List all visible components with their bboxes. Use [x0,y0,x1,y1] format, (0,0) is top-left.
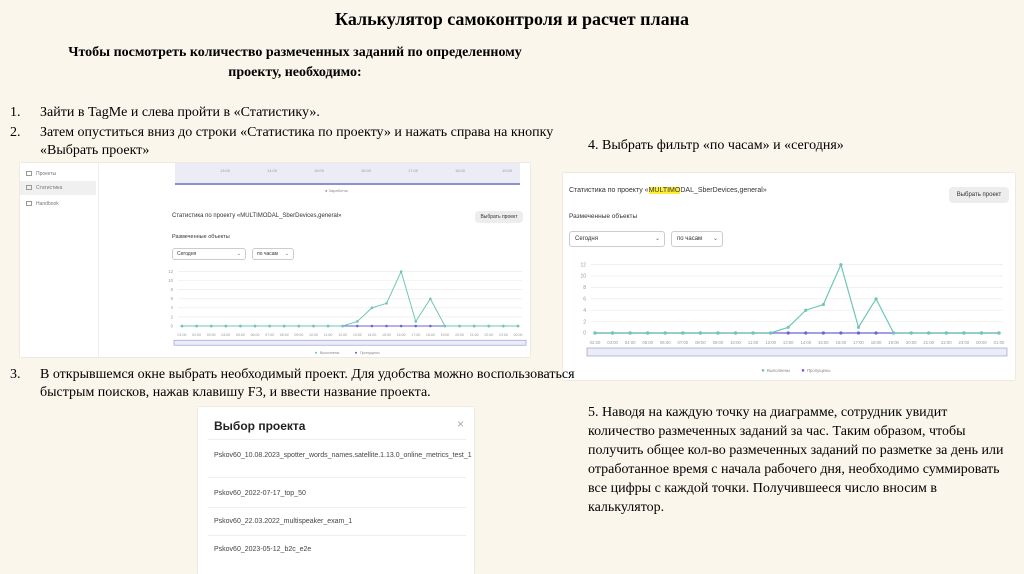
legend-label: Выполнены [320,351,340,356]
data-point [414,320,417,323]
data-point [298,325,301,328]
x-tick-label: 10:00 [309,333,318,338]
chart-scrollbar [174,340,526,345]
x-tick-label: 04:00 [221,333,231,338]
x-tick-label: 20:00 [905,340,917,345]
x-tick-label: 15:00 [382,333,391,338]
step-1 [10,104,570,122]
y-tick-label: 8 [170,287,173,293]
data-point [646,331,649,334]
earnings-tick-label: 19:00 [502,168,513,173]
x-tick-label: 11:00 [323,333,333,338]
data-point [356,320,359,323]
x-tick-label: 19:00 [888,340,899,345]
data-point [962,331,965,334]
x-tick-label: 01:00 [177,333,187,338]
sidebar-item-label: Проекты [36,171,57,177]
x-tick-label: 05:00 [235,333,245,338]
y-tick-label: 6 [583,296,586,303]
data-point [225,325,228,328]
project-item[interactable]: Pskov60_2022-07-17_top_50 [214,490,306,497]
data-point [400,325,403,328]
x-tick-label: 13:00 [352,333,362,338]
data-point [283,325,286,328]
data-point [268,325,271,328]
x-tick-label: 20:00 [455,333,465,338]
filtered-statistics-screenshot [563,173,1015,380]
sidebar-item-label: Handbook [36,201,59,207]
data-point [997,331,1000,334]
y-tick-label: 2 [170,314,173,320]
x-tick-label: 14:00 [800,340,812,345]
data-point [400,270,403,273]
step-4: 4. Выбрать фильтр «по часам» и «сегодня» [588,138,844,153]
x-tick-label: 02:00 [192,333,202,338]
earnings-tick-label: 13:00 [220,168,231,173]
data-point [839,263,842,266]
data-point [822,303,825,306]
page-subtitle: Чтобы посмотреть количество размеченных заданий по определенному проекту, необходимо: [68,45,522,80]
data-point [502,325,505,328]
chart-scrollbar [587,348,1007,356]
x-tick-label: 19:00 [440,333,450,338]
x-tick-label: 12:00 [338,333,348,338]
step-2-number: 2. [10,125,21,140]
data-point [487,325,490,328]
data-point [769,331,772,334]
x-tick-label: 09:00 [712,340,724,345]
data-point [473,325,476,328]
chevron-down-icon: ⌄ [284,251,289,257]
x-tick-label: 21:00 [923,340,935,345]
chevron-down-icon: ⌄ [236,251,241,257]
y-tick-label: 10 [168,278,173,284]
choose-project-button[interactable]: Выбрать проект [475,211,523,223]
earnings-legend: ● Заработок [325,188,348,193]
data-point [385,325,388,328]
data-point [910,331,913,334]
data-point [195,325,198,328]
x-tick-label: 01:00 [993,340,1005,345]
data-point [312,325,315,328]
granularity-value: по часам [677,236,703,242]
step-2 [10,124,570,160]
divider [208,477,466,478]
data-point [751,331,754,334]
x-tick-label: 16:00 [835,340,847,345]
x-tick-label: 17:00 [853,340,864,345]
data-point [458,325,461,328]
x-tick-label: 02:00 [589,340,601,345]
earnings-tick-label: 16:00 [361,168,372,173]
data-point [517,325,520,328]
data-point [444,325,447,328]
legend-marker [355,352,357,354]
y-tick-label: 12 [580,262,586,269]
data-point [839,331,842,334]
x-tick-label: 17:00 [411,333,421,338]
data-point [787,331,790,334]
data-point [945,331,948,334]
x-tick-label: 11:00 [747,340,759,345]
data-point [699,331,702,334]
page-title: Калькулятор самоконтроля и расчет плана [335,9,689,29]
x-tick-label: 09:00 [294,333,304,338]
x-tick-label: 00:00 [513,333,523,338]
x-tick-label: 07:00 [677,340,689,345]
data-point [385,302,388,305]
earnings-tick-label: 14:00 [267,168,278,173]
step-3 [10,366,580,402]
y-tick-label: 2 [583,319,586,326]
period-value: Сегодня [177,251,197,257]
chevron-down-icon: ⌄ [654,236,660,242]
granularity-value: по часам [257,251,278,257]
x-tick-label: 18:00 [870,340,882,345]
x-tick-label: 18:00 [425,333,435,338]
data-point [857,326,860,329]
close-icon[interactable]: × [456,417,464,431]
data-point [874,331,877,334]
data-point [664,331,667,334]
stats-title-highlight: MULTIMO [648,187,681,194]
step-5: 5. Наводя на каждую точку на диаграмме, сотрудник увидит количество размеченных заданий за час. Таким образом, чтобы получить общее кол-во размеченных заданий по разметке за день или отработанное время с начала рабочего дня, необходимо суммировать все цифры с каждой точки. Получившееся число вносим в калькулятор. [588,405,1004,515]
x-tick-label: 21:00 [469,333,479,338]
data-point [341,325,344,328]
dialog-title: Выбор проекта [214,419,306,433]
data-point [429,297,432,300]
x-tick-label: 06:00 [659,340,671,345]
y-tick-label: 4 [170,305,173,311]
x-tick-label: 12:00 [765,340,776,345]
data-point [593,331,596,334]
data-point [429,325,432,328]
x-tick-label: 23:00 [498,333,508,338]
x-tick-label: 13:00 [782,340,794,345]
project-item[interactable]: Pskov60_10.08.2023_spotter_words_names.satellite.1.13.0_online_metrics_test_1 [214,452,472,459]
data-point [716,331,719,334]
x-tick-label: 15:00 [818,340,829,345]
data-point [371,325,374,328]
x-tick-label: 06:00 [250,333,260,338]
y-tick-label: 10 [580,273,586,280]
stats-title: Статистика по проекту «MULTIMODAL_SberDevices,general» [172,213,342,219]
data-point [804,331,807,334]
data-point [356,325,359,328]
x-tick-label: 07:00 [265,333,275,338]
earnings-tick-label: 18:00 [455,168,466,173]
data-point [787,326,790,329]
data-point [327,325,330,328]
project-item[interactable]: Pskov60_2023-05-12_b2c_e2e [214,546,312,553]
x-tick-label: 08:00 [279,333,289,338]
divider [208,507,466,508]
project-item[interactable]: Pskov60_22.03.2022_multispeaker_exam_1 [214,518,353,525]
y-tick-label: 4 [583,307,586,314]
x-tick-label: 05:00 [642,340,654,345]
data-point [254,325,257,328]
y-tick-label: 6 [170,296,173,302]
step-1-number: 1. [10,105,21,120]
data-point [181,325,184,328]
x-tick-label: 08:00 [695,340,706,345]
data-point [734,331,737,334]
project-picker-dialog [198,407,474,574]
marked-objects-label: Размеченные объекты [172,234,230,240]
x-tick-label: 22:00 [484,333,494,338]
legend-label: Пропущены [807,368,831,373]
data-point [857,331,860,334]
data-point [927,331,930,334]
legend-marker [315,352,317,354]
legend-marker [802,369,805,372]
statistics-screenshot [20,163,530,357]
step-1-text: Зайти в TagMe и слева пройти в «Статистику». [40,105,320,120]
step-3-number: 3. [10,367,21,382]
marked-objects-label: Размеченные объекты [569,213,638,220]
step-2-text: Затем опуститься вниз до строки «Статистика по проекту» и нажать справа на кнопку «Выбрать проект» [40,125,554,158]
data-point [681,331,684,334]
data-point [414,325,417,328]
data-point [892,331,895,334]
sidebar-item-label: Статистика [36,185,63,191]
y-tick-label: 0 [583,330,586,337]
legend-label: Пропущены [360,351,380,356]
marked-objects-chart [563,173,1015,380]
choose-project-button[interactable]: Выбрать проект [949,187,1009,203]
x-tick-label: 22:00 [940,340,952,345]
earnings-tick-label: 17:00 [408,168,419,173]
stats-title-prefix: Статистика по проекту « [569,187,649,194]
data-point [822,331,825,334]
data-point [629,331,632,334]
divider [208,439,466,440]
data-point [210,325,213,328]
y-tick-label: 0 [170,323,173,329]
x-tick-label: 03:00 [206,333,216,338]
y-tick-label: 8 [583,285,586,292]
legend-marker [762,369,765,372]
x-tick-label: 23:00 [958,340,970,345]
step-3-text: В открывшемся окне выбрать необходимый проект. Для удобства можно воспользоваться быстрым поисков, нажав клавишу F3, и ввести название проекта. [40,367,575,400]
x-tick-label: 03:00 [607,340,618,345]
earnings-tick-label: 15:00 [314,168,325,173]
data-point [239,325,242,328]
data-point [371,307,374,310]
period-value: Сегодня [575,236,598,242]
y-tick-label: 12 [168,268,173,274]
data-point [874,297,877,300]
x-tick-label: 10:00 [730,340,741,345]
x-tick-label: 00:00 [976,340,987,345]
chevron-down-icon: ⌄ [712,236,718,242]
x-tick-label: 04:00 [624,340,636,345]
legend-label: Выполнены [767,368,791,373]
legend-label: Заработок [328,188,348,193]
x-tick-label: 14:00 [367,333,377,338]
marked-objects-chart [20,163,530,357]
data-point [804,309,807,312]
data-point [611,331,614,334]
data-point [980,331,983,334]
stats-title-suffix: DAL_SberDevices,general» [680,187,767,194]
divider [208,535,466,536]
x-tick-label: 16:00 [396,333,406,338]
